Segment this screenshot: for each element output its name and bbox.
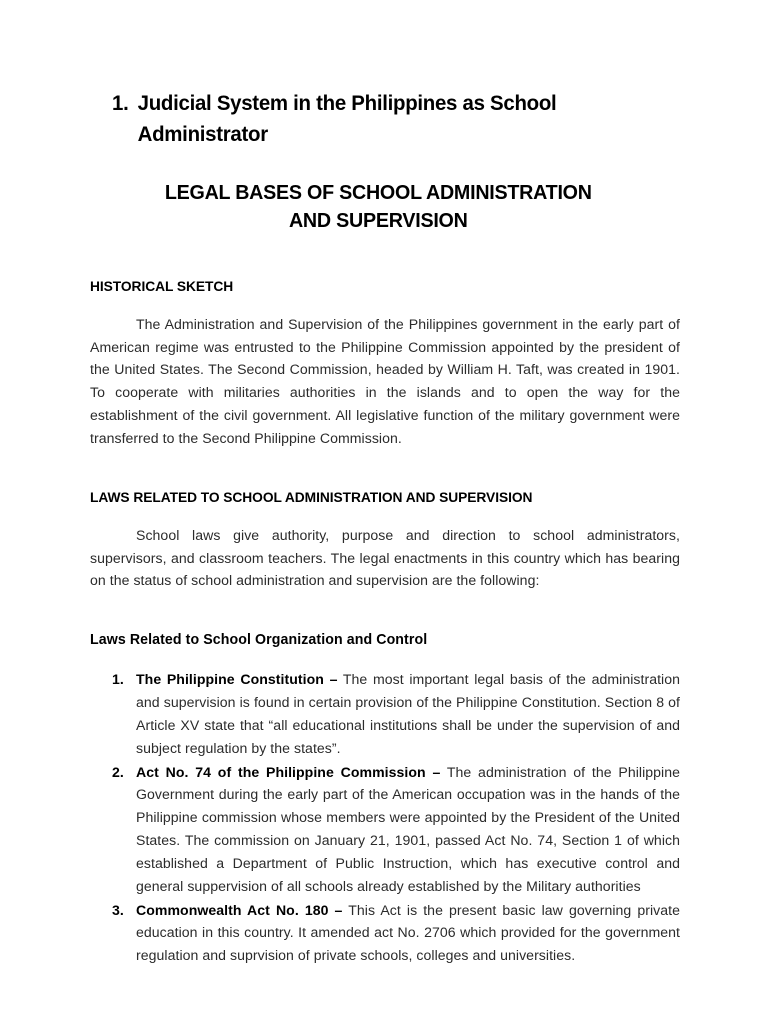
laws-list: [90, 668, 680, 967]
heading-historical-sketch: HISTORICAL SKETCH: [90, 278, 234, 295]
list-item: [90, 761, 680, 898]
heading-organization-control: Laws Related to School Organization and Control: [90, 632, 428, 649]
list-item-lead: Act No. 74 of the Philippine Commission –: [136, 763, 441, 780]
page-title-text: Judicial System in the Philippines as School Administrator: [137, 91, 557, 146]
paragraph-laws-related: School laws give authority, purpose and direction to school administrators, supervisors, and classroom teachers. The legal enactments in this country which has bearing on the status of school administration and supervision are the following:: [90, 526, 680, 589]
document-main-heading-line1: LEGAL BASES OF SCHOOL ADMINISTRATION: [164, 181, 592, 205]
list-item-body: The administration of the Philippine Government during the early part of the American occupation was in the hands of the Philippine commission whose members were appointed by the President of the United States. The commission on January 21, 1901, passed Act No. 74, Section 1 of which established a Department of Public Instruction, which has executive control and general suppervision of all schools already established by the Military authorities: [136, 763, 680, 894]
paragraph-historical-sketch: The Administration and Supervision of the Philippines government in the early part of American regime was entrusted to the Philippine Commission appointed by the president of the United States. The Second Commission, headed by William H. Taft, was created in 1901. To cooperate with militaries authorities in the islands and to open the way for the establishment of the civil government. All legislative function of the military government were transferred to the Second Philippine Commission.: [90, 315, 680, 446]
document-main-heading: [102, 179, 668, 235]
list-item: [90, 668, 680, 759]
list-item: [90, 899, 680, 967]
list-item-lead: The Philippine Constitution –: [136, 671, 338, 688]
heading-laws-related: LAWS RELATED TO SCHOOL ADMINISTRATION AND SUPERVISION: [90, 489, 533, 506]
document-main-heading-line2: AND SUPERVISION: [288, 208, 468, 232]
list-item-body: The most important legal basis of the administration and supervision is found in certain provision of the Philippine Constitution. Section 8 of Article XV state that “all educational institutions shall be under the supervision of and subject regulation by the states”.: [136, 671, 681, 756]
list-item-body: This Act is the present basic law governing private education in this country. It amended act No. 2706 which provided for the government regulation and suprvision of private schools, colleges and universities.: [136, 901, 680, 964]
page-title: [112, 88, 652, 149]
page-title-number: 1.: [112, 91, 129, 115]
list-item-lead: Commonwealth Act No. 180 –: [136, 901, 343, 918]
